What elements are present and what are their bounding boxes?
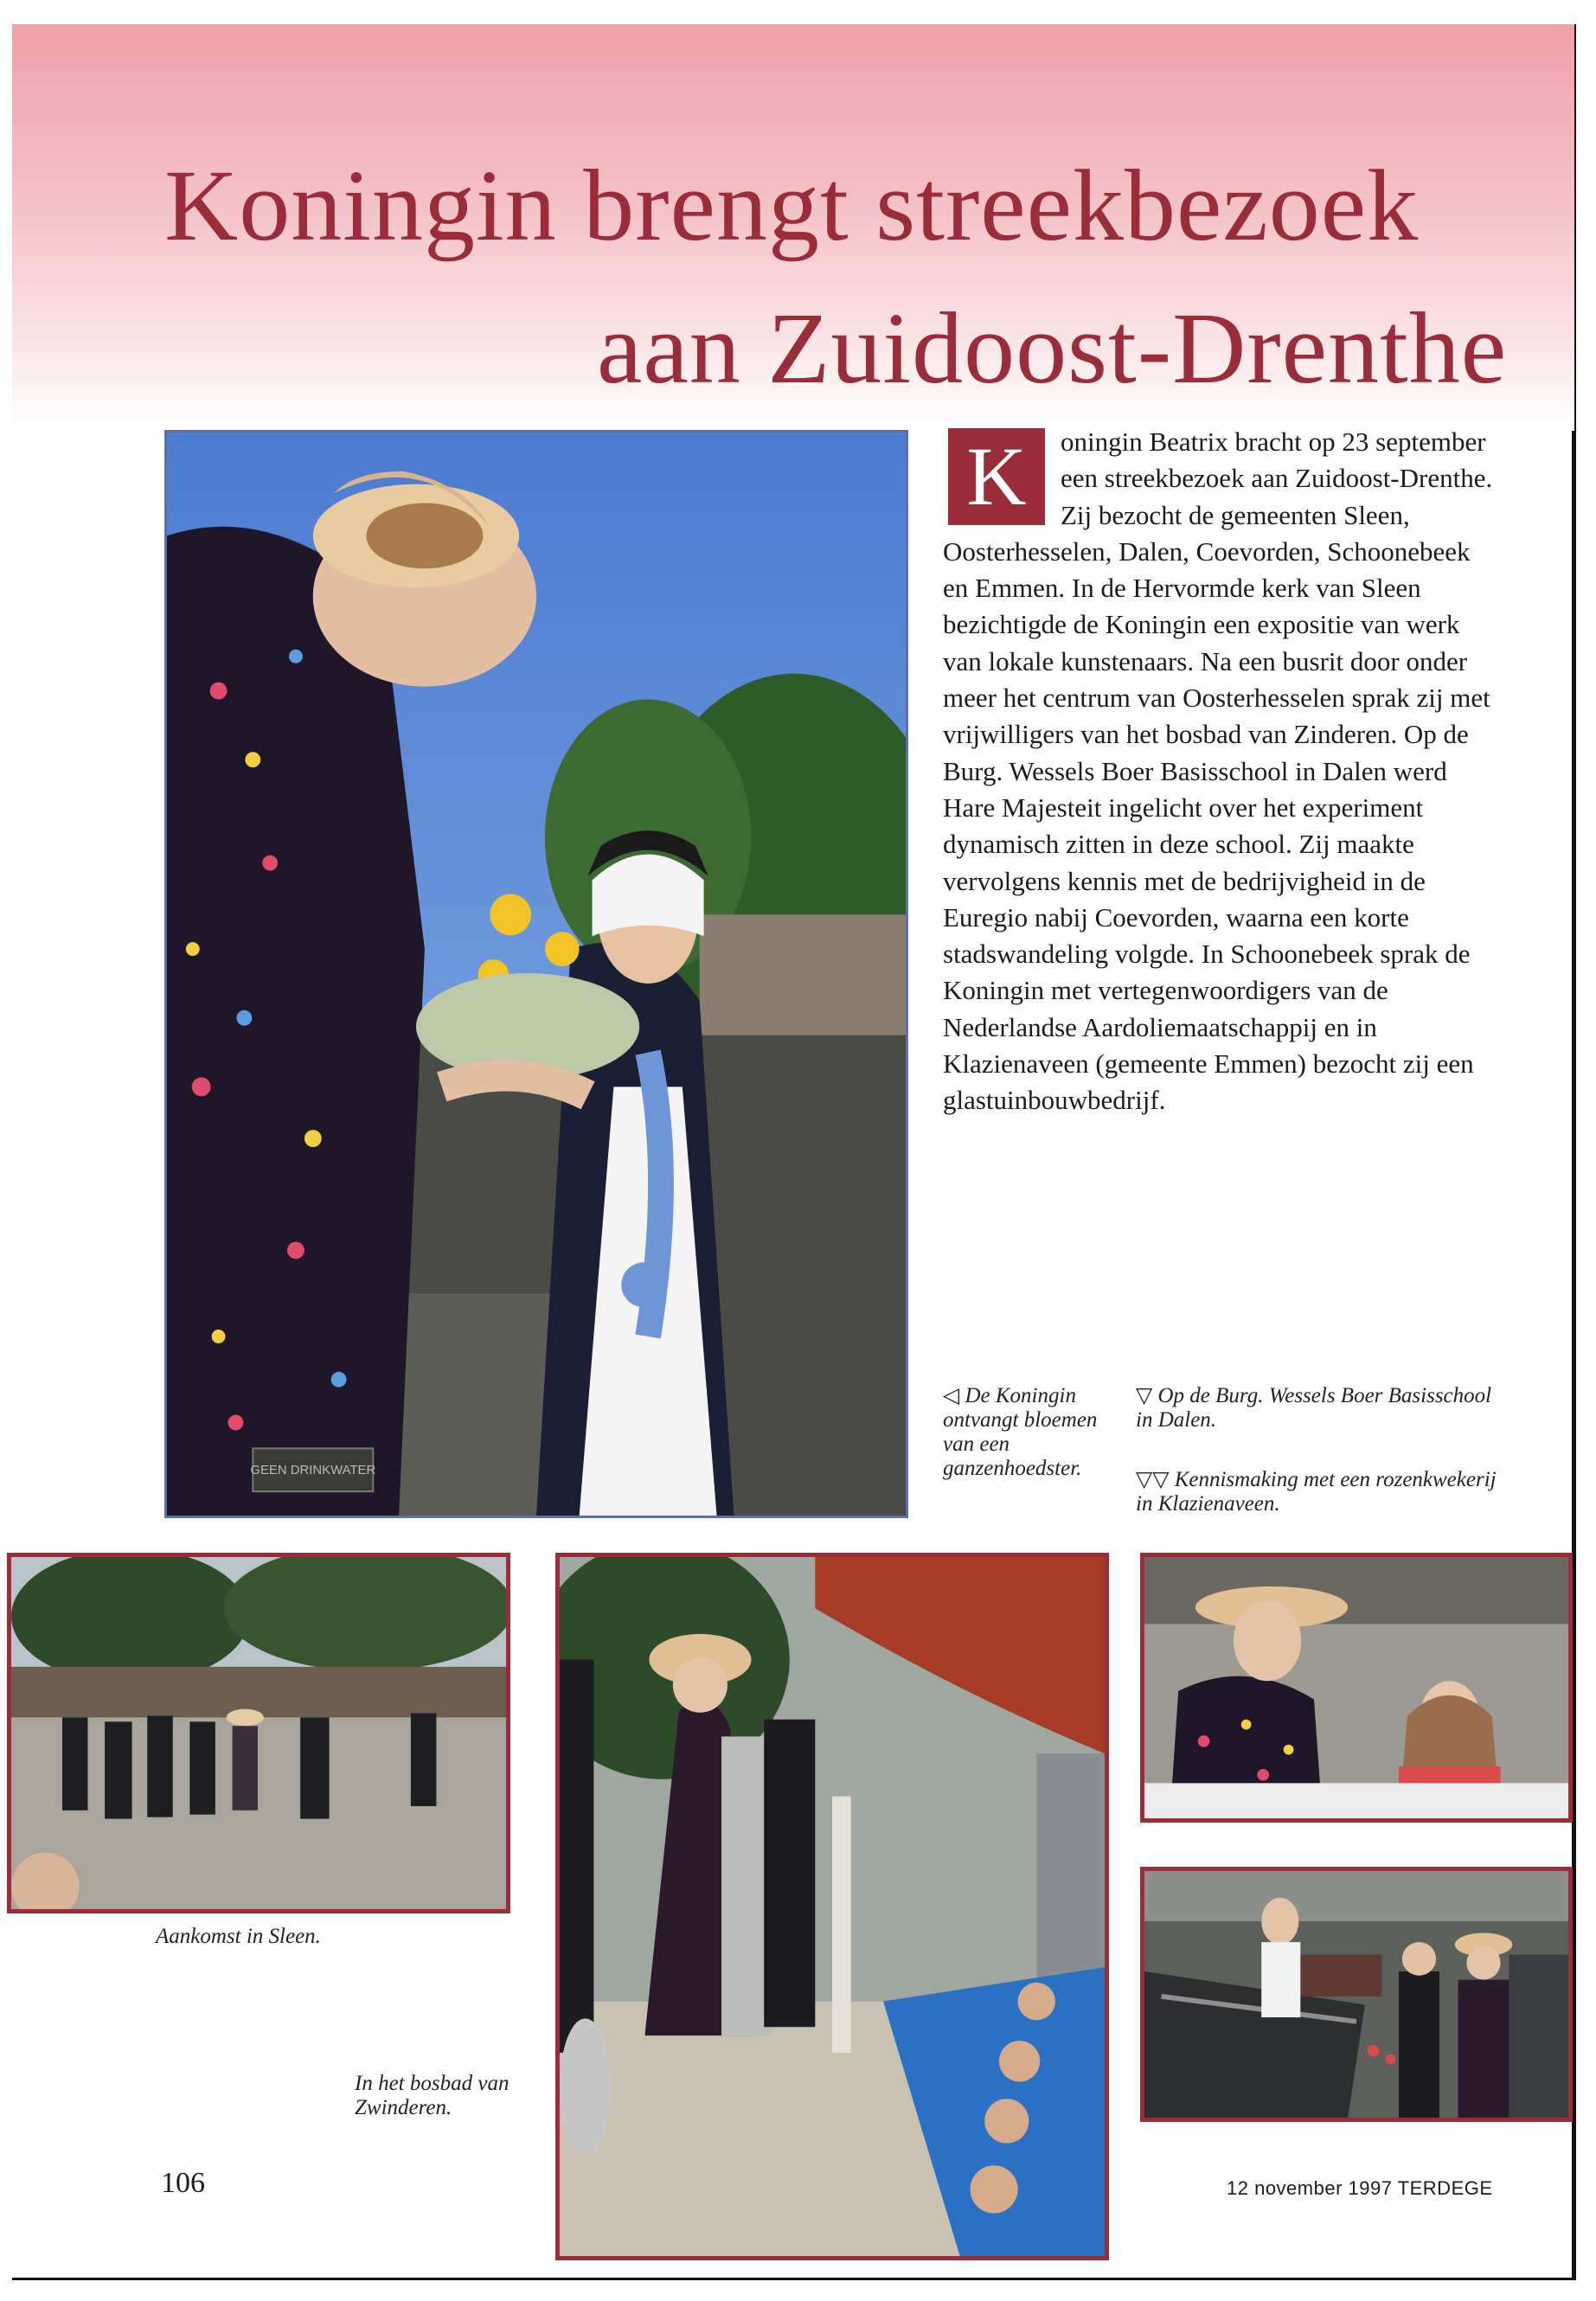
article-text: oningin Beatrix bracht op 23 september een streekbezoek aan Zuidoost-Drenthe. Zij bezocht de gemeenten Sleen, Oosterhesselen, Dalen, Coevorden, Schoonebeek en Emmen. In de Hervormde kerk van Sleen bezichtigde de Koningin een expositie van werk van lokale kunstenaars. Na een busrit door onder meer het centrum van Oosterhesselen sprak zij met vrijwilligers van het bosbad van Zinderen. Op de Burg. Wessels Boer Basisschool in Dalen werd Hare Majesteit ingelicht over het experiment dynamisch zitten in deze school. Zij maakte vervolgens kennis met de bedrijvigheid in de Euregio nabij Coevorden, waarna een korte stadswandeling volgde. In Schoonebeek sprak de Koningin met vertegenwoordigers van de Nederlandse Aardoliemaatschappij en in Klazienaveen (gemeente Emmen) bezocht zij een glastuinbouwbedrijf. xyxy=(943,426,1493,1116)
drop-cap: K xyxy=(948,428,1045,525)
main-photo-sign-text: GEEN DRINKWATER xyxy=(250,1464,376,1478)
photo-arrival-sleen xyxy=(7,1553,510,1913)
caption-queen-receives-flowers: ◁ De Koningin ontvangt bloemen van een ganzenhoedster. xyxy=(943,1384,1098,1480)
page-number: 106 xyxy=(161,2167,205,2199)
photo-bosbad-zwinderen xyxy=(555,1553,1109,2260)
photo-school-dalen xyxy=(1140,1553,1573,1823)
article-body xyxy=(943,424,1497,1119)
caption-bosbad-zwinderen: In het bosbad van Zwinderen. xyxy=(355,2072,510,2119)
main-photo-queen-receives-flowers xyxy=(164,430,908,1518)
photo-rose-nursery-klazienaveen xyxy=(1140,1867,1573,2122)
caption-rose-nursery: ▽▽ Kennismaking met een rozenkwekerij in Klazienaveen. xyxy=(1136,1468,1497,1516)
caption-school-dalen: ▽ Op de Burg. Wessels Boer Basisschool in Dalen. xyxy=(1136,1384,1492,1432)
issue-date-footer: 12 november 1997 TERDEGE xyxy=(1227,2177,1493,2199)
caption-arrival-sleen: Aankomst in Sleen. xyxy=(156,1925,321,1948)
headline-line-2: aan Zuidoost-Drenthe xyxy=(597,292,1508,405)
headline-line-1: Koningin brengt streekbezoek xyxy=(164,149,1420,262)
